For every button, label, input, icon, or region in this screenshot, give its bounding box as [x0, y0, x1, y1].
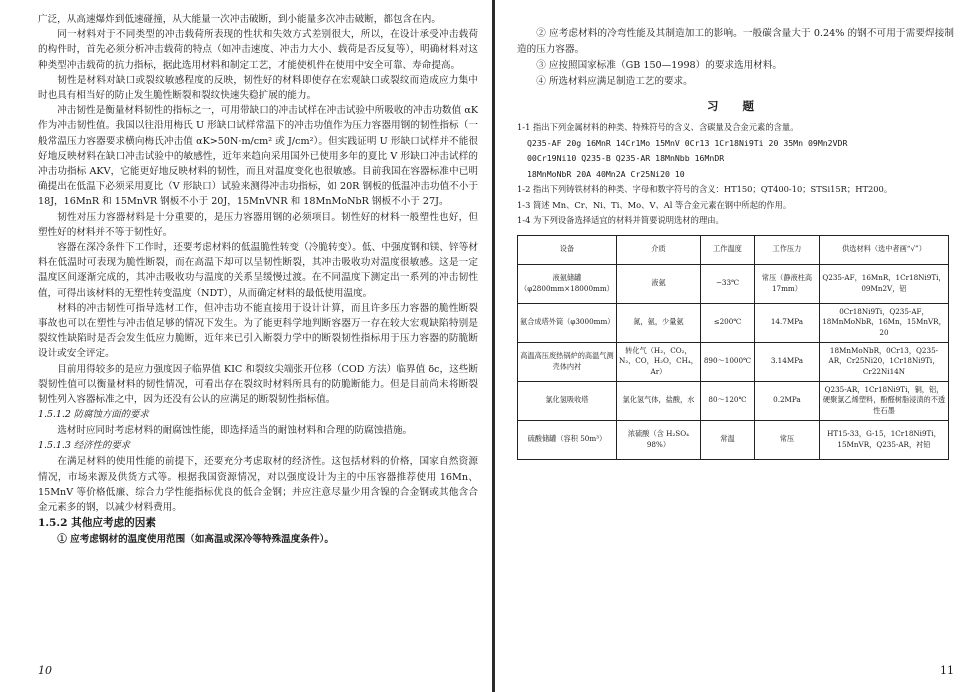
- paragraph: 冲击韧性是衡量材料韧性的指标之一，可用带缺口的冲击试样在冲击试验中所吸收的冲击功数值 αK 作为冲击韧性值。我国以往沿用梅氏 U 形缺口试样常温下的冲击功值作为压力容器用钢的韧性指标（一般常温压力容器要求横向梅氏冲击值 αK>50N·m/cm² 或 J/cm²）。但实践证明 U 形缺口试样并不能很好地反映材料在缺口冲击试验中的敏感性，近年来趋向采用国外已使用多年的夏比 V 形缺口冲击试样的冲击功指标 AKV，它能更好地反映材料的韧性，而且对温度变化也很敏感。目前我国在容器标准中已明确提出在低温下必须采用夏比（V 形缺口）试验来测得冲击功指标，如 20R 钢板的低温冲击功值不小于 18J，16MnR 和 15MnVR 钢板不小于 20J，15MnVNR 和 18MnMoNbR 钢板不小于 27J。: [38, 105, 478, 208]
- paragraph: 材料的冲击韧性可指导选材工作，但冲击功不能直接用于设计计算，而且许多压力容器的脆性断裂事故也可以在塑性与冲击值足够的情况下发生。为了能更科学地判断容器万一存在较大宏观缺陷特别是裂纹性缺陷时是否会发生低应力脆断，近年来已引入断裂力学中的断裂韧性指标用于压力容器的防脆断设计或安全评定。: [38, 302, 478, 360]
- exercises-title: 习 题: [706, 99, 764, 113]
- grade-list: 00Cr19Ni10 Q235-B Q235-AR 18MnNbb 16MnDR: [527, 153, 725, 163]
- right-page: [495, 0, 980, 692]
- table-cell: 氯化氢气体，盐酸，水: [616, 381, 700, 420]
- table-cell: 常温: [701, 420, 755, 459]
- grade-list: Q235-AF 20g 16MnR 14Cr1Mo 15MnV 0Cr13 1Cr18Ni9Ti 20 35Mn 09Mn2VDR: [527, 137, 848, 148]
- section-heading: 1.5.1.3 经济性的要求: [38, 440, 131, 452]
- table-header-cell: 工作压力: [754, 235, 819, 264]
- exercise-question: 1-1 指出下列金属材料的种类、特殊符号的含义、含碳量及合金元素的含量。: [517, 122, 799, 132]
- table-cell: 氨合成塔外筒（φ3000mm）: [518, 303, 617, 342]
- table-cell: 0.2MPa: [754, 381, 819, 420]
- table-cell: 3.14MPa: [754, 342, 819, 381]
- list-item: ② 应考虑材料的冷弯性能及其制造加工的影响。一般碳含量大于 0.24% 的钢不可用于需要焊接制造的压力容器。: [517, 28, 954, 55]
- paragraph: 在满足材料的使用性能的前提下，还要充分考虑取材的经济性。这包括材料的价格，国家自然资源情况，市场来源及供货方式等。根据我国资源情况，对以强度设计为主的中压容器推荐使用 16Mn、15MnV 等价格低廉、综合力学性能指标优良的低合金钢；并应注意尽量少用含镍的合金钢或其他含合金元素多的钢，以减少材料费用。: [38, 456, 478, 514]
- table-row: [518, 264, 949, 303]
- paragraph: 目前用得较多的是应力强度因子临界值 KIC 和裂纹尖端张开位移（COD 方法）临界值 δc，这些断裂韧性值可以衡量材料的韧性情况，可看出存在裂纹时材料所具有的防脆断能力。但是目前尚未将断裂韧性列入容器标准之中，因为还没有公认的应满足的断裂韧性指标值。: [38, 363, 478, 406]
- exercise-question: 1-3 简述 Mn、Cr、Ni、Ti、Mo、V、Al 等合金元素在钢中所起的作用。: [517, 199, 792, 210]
- section-heading: 1.5.2 其他应考虑的因素: [38, 517, 156, 530]
- list-item: ④ 所选材料应满足制造工艺的要求。: [536, 76, 693, 87]
- table-header-cell: 设备: [518, 235, 617, 264]
- table-cell: 转化气（H₂，CO₂，N₂，CO，H₂O，CH₄，Ar）: [616, 342, 700, 381]
- table-cell: HT15-33，G-15，1Cr18Ni9Ti，15MnVR，Q235-AR，衬铅: [819, 420, 948, 459]
- table-cell: 80～120℃: [701, 381, 755, 420]
- table-cell: ≤200℃: [701, 303, 755, 342]
- paragraph: 韧性对压力容器材料是十分重要的，是压力容器用钢的必须项目。韧性好的材料一般塑性也好，但塑性好的材料并不等于韧性好。: [38, 211, 478, 238]
- table-cell: −33℃: [701, 264, 755, 303]
- table-header-cell: 供选材料（选中者画“√”）: [819, 235, 948, 264]
- paragraph: 同一材料对于不同类型的冲击载荷所表现的性状和失效方式差别很大，所以，在设计承受冲击载荷的构件时，首先必须分析冲击载荷的特点（如冲击速度、冲击力大小、载荷是否反复等），明确材料对这种类型冲击载荷的抗力指标，据此选用材料和制定工艺，才能使机件在使用中安全可靠、寿命提高。: [38, 29, 478, 71]
- section-heading: 1.5.1.2 防腐蚀方面的要求: [38, 409, 149, 421]
- table-cell: Q235-AF，16MnR，1Cr18Ni9Ti，09Mn2V，铝: [819, 264, 948, 303]
- table-cell: 氮，氨，少量氨: [616, 303, 700, 342]
- grade-list: 18MnMoNbR 20A 40Mn2A Cr25Ni20 10: [527, 168, 685, 179]
- exercise-question: 1-4 为下列设备选择适宜的材料并简要说明选材的理由。: [517, 215, 724, 225]
- list-item: ① 应考虑钢材的温度使用范围（如高温或深冷等特殊温度条件）。: [57, 534, 334, 546]
- table-cell: 常压: [754, 420, 819, 459]
- table-cell: 890～1000℃: [701, 342, 755, 381]
- page-number: 10: [38, 664, 52, 677]
- paragraph: 容器在深冷条件下工作时，还要考虑材料的低温脆性转变（冷脆转变）。低、中强度钢和镁、锌等材料在低温时可表现为脆性断裂，而在高温下却可以呈韧性断裂，其冲击吸收功对温度很敏感。这是一定温度区间逐渐完成的，其冲击吸收功与温度的关系呈缓慢过渡。在不同温度下测定出一系列的冲击韧性值，可得出该材料的无塑性转变温度（NDT），从而确定材料的最低使用温度。: [38, 242, 478, 299]
- paragraph: 韧性是材料对缺口或裂纹敏感程度的反映，韧性好的材料即使存在宏观缺口或裂纹而造成应力集中时也具有相当好的防止发生脆性断裂和裂纹快速失稳扩展的能力。: [38, 74, 478, 102]
- table-row: [518, 420, 949, 459]
- table-row: [518, 303, 949, 342]
- table-header-row: [518, 235, 949, 264]
- table-header-cell: 介质: [616, 235, 700, 264]
- paragraph: 选材时应同时考虑材料的耐腐蚀性能，即选择适当的耐蚀材料和合理的防腐蚀措施。: [57, 425, 413, 437]
- paragraph: 广泛，从高速爆炸到低速碰撞，从大能量一次冲击破断，到小能量多次冲击破断，都包含在内。: [38, 14, 441, 25]
- table-row: [518, 342, 949, 381]
- table-cell: 18MnMoNbR，0Cr13，Q235-AR，Cr25Ni20，1Cr18Ni9Ti，Cr22Ni14N: [819, 342, 948, 381]
- table-cell: Q235-AR，1Cr18Ni9Ti，铜，铝，硬聚氯乙烯塑料，酚醛树脂浸渍的不透性石墨: [819, 381, 948, 420]
- table-row: [518, 381, 949, 420]
- table-cell: 液氨储罐（φ2800mm×18000mm）: [518, 264, 617, 303]
- table-header-cell: 工作温度: [701, 235, 755, 264]
- list-item: ③ 应按照国家标准（GB 150—1998）的要求选用材料。: [536, 60, 783, 71]
- material-selection-table: [517, 235, 949, 460]
- page-number: 11: [940, 664, 954, 677]
- table-cell: 高温高压废热锅炉的高温气测壳体内衬: [518, 342, 617, 381]
- table-cell: 常压（静液柱高 17mm）: [754, 264, 819, 303]
- table-cell: 浓硫酸（含 H₂SO₄ 98%）: [616, 420, 700, 459]
- table-cell: 14.7MPa: [754, 303, 819, 342]
- table-cell: 0Cr18Ni9Ti，Q235-AF，18MnMoNbR，16Mn，15MnVR，20: [819, 303, 948, 342]
- table-cell: 液氨: [616, 264, 700, 303]
- exercise-question: 1-2 指出下列铸铁材料的种类、字母和数字符号的含义：HT150；QT400-10；STSi15R；HT200。: [517, 184, 893, 194]
- table-cell: 氯化氢吸收塔: [518, 381, 617, 420]
- table-cell: 硫酸储罐（容积 50m³）: [518, 420, 617, 459]
